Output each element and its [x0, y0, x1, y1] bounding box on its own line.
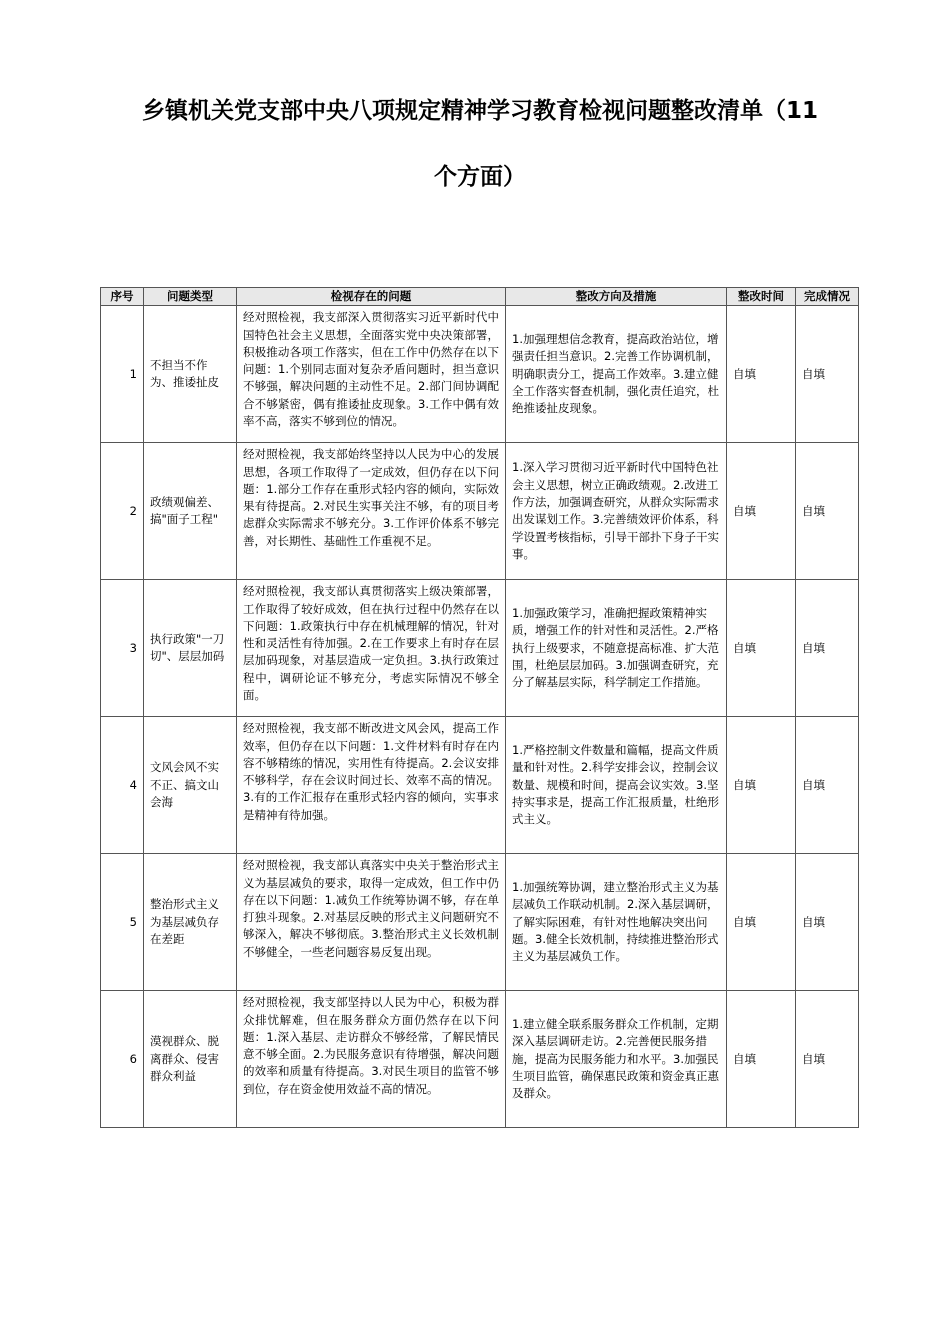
- row-no: 1: [101, 306, 144, 443]
- row-status: 自填: [796, 580, 859, 717]
- header-time: 整改时间: [727, 288, 796, 306]
- table-row: [101, 443, 859, 580]
- header-no: 序号: [101, 288, 144, 306]
- title-line-2: 个方面）: [434, 164, 526, 190]
- row-measure: 1.建立健全联系服务群众工作机制，定期深入基层调研走访。2.完善便民服务措施，提高为民服务能力和水平。3.加强民生项目监管，确保惠民政策和资金真正惠及群众。: [506, 991, 727, 1128]
- row-status: 自填: [796, 717, 859, 854]
- row-time: 自填: [727, 306, 796, 443]
- row-type: 整治形式主义为基层减负存在差距: [144, 854, 237, 991]
- row-time: 自填: [727, 991, 796, 1128]
- row-no: 3: [101, 580, 144, 717]
- row-no: 5: [101, 854, 144, 991]
- row-measure: 1.严格控制文件数量和篇幅，提高文件质量和针对性。2.科学安排会议，控制会议数量、规模和时间，提高会议实效。3.坚持实事求是，提高工作汇报质量，杜绝形式主义。: [506, 717, 727, 854]
- row-type: 文风会风不实不正、搞文山会海: [144, 717, 237, 854]
- row-status: 自填: [796, 991, 859, 1128]
- row-status: 自填: [796, 443, 859, 580]
- row-status: 自填: [796, 306, 859, 443]
- document-title: [100, 96, 860, 192]
- row-no: 2: [101, 443, 144, 580]
- table-row: [101, 580, 859, 717]
- row-problem: 经对照检视，我支部坚持以人民为中心，积极为群众排忧解难，但在服务群众方面仍然存在以下问题：1.深入基层、走访群众不够经常，了解民情民意不够全面。2.为民服务意识有待增强，解决问题的效率和质量有待提高。3.对民生项目的监管不够到位，存在资金使用效益不高的情况。: [237, 991, 506, 1128]
- row-type: 漠视群众、脱离群众、侵害群众利益: [144, 991, 237, 1128]
- row-type: 政绩观偏差、搞"面子工程": [144, 443, 237, 580]
- row-problem: 经对照检视，我支部不断改进文风会风，提高工作效率，但仍存在以下问题：1.文件材料有时存在内容不够精练的情况，实用性有待提高。2.会议安排不够科学，存在会议时间过长、效率不高的情况。3.有的工作汇报存在重形式轻内容的倾向，实事求是精神有待加强。: [237, 717, 506, 854]
- row-time: 自填: [727, 443, 796, 580]
- header-status: 完成情况: [796, 288, 859, 306]
- rectification-table: [100, 287, 859, 1128]
- row-problem: 经对照检视，我支部认真落实中央关于整治形式主义为基层减负的要求，取得一定成效，但工作中仍存在以下问题：1.减负工作统筹协调不够，存在单打独斗现象。2.对基层反映的形式主义问题研究不够深入，解决不够彻底。3.整治形式主义长效机制不够健全，一些老问题容易反复出现。: [237, 854, 506, 991]
- table-row: [101, 854, 859, 991]
- row-time: 自填: [727, 580, 796, 717]
- row-problem: 经对照检视，我支部深入贯彻落实习近平新时代中国特色社会主义思想，全面落实党中央决策部署，积极推动各项工作落实，但在工作中仍然存在以下问题：1.个别同志面对复杂矛盾问题时，担当意识不够强，解决问题的主动性不足。2.部门间协调配合不够紧密，偶有推诿扯皮现象。3.工作中偶有效率不高，落实不够到位的情况。: [237, 306, 506, 443]
- row-measure: 1.加强政策学习，准确把握政策精神实质，增强工作的针对性和灵活性。2.严格执行上级要求，不随意提高标准、扩大范围，杜绝层层加码。3.加强调查研究，充分了解基层实际，科学制定工作措施。: [506, 580, 727, 717]
- row-time: 自填: [727, 717, 796, 854]
- table-row: [101, 717, 859, 854]
- row-type: 不担当不作为、推诿扯皮: [144, 306, 237, 443]
- table-row: [101, 991, 859, 1128]
- row-problem: 经对照检视，我支部始终坚持以人民为中心的发展思想，各项工作取得了一定成效，但仍存在以下问题：1.部分工作存在重形式轻内容的倾向，实际效果有待提高。2.对民生实事关注不够，有的项目考虑群众实际需求不够充分。3.工作评价体系不够完善，对长期性、基础性工作重视不足。: [237, 443, 506, 580]
- title-line-1: 乡镇机关党支部中央八项规定精神学习教育检视问题整改清单（11: [141, 98, 818, 124]
- row-measure: 1.加强统筹协调，建立整治形式主义为基层减负工作联动机制。2.深入基层调研，了解实际困难，有针对性地解决突出问题。3.健全长效机制，持续推进整治形式主义为基层减负工作。: [506, 854, 727, 991]
- table-header-row: [101, 288, 859, 306]
- row-status: 自填: [796, 854, 859, 991]
- row-measure: 1.加强理想信念教育，提高政治站位，增强责任担当意识。2.完善工作协调机制，明确职责分工，提高工作效率。3.建立健全工作落实督查机制，强化责任追究，杜绝推诿扯皮现象。: [506, 306, 727, 443]
- header-measure: 整改方向及措施: [506, 288, 727, 306]
- row-no: 4: [101, 717, 144, 854]
- header-problem: 检视存在的问题: [237, 288, 506, 306]
- row-problem: 经对照检视，我支部认真贯彻落实上级决策部署，工作取得了较好成效，但在执行过程中仍然存在以下问题：1.政策执行中存在机械理解的情况，针对性和灵活性有待加强。2.在工作要求上有时存在层层加码现象，对基层造成一定负担。3.执行政策过程中，调研论证不够充分，考虑实际情况不够全面。: [237, 580, 506, 717]
- row-type: 执行政策"一刀切"、层层加码: [144, 580, 237, 717]
- row-measure: 1.深入学习贯彻习近平新时代中国特色社会主义思想，树立正确政绩观。2.改进工作方法，加强调查研究，从群众实际需求出发谋划工作。3.完善绩效评价体系，科学设置考核指标，引导干部扑下身子干实事。: [506, 443, 727, 580]
- header-type: 问题类型: [144, 288, 237, 306]
- table-row: [101, 306, 859, 443]
- row-no: 6: [101, 991, 144, 1128]
- row-time: 自填: [727, 854, 796, 991]
